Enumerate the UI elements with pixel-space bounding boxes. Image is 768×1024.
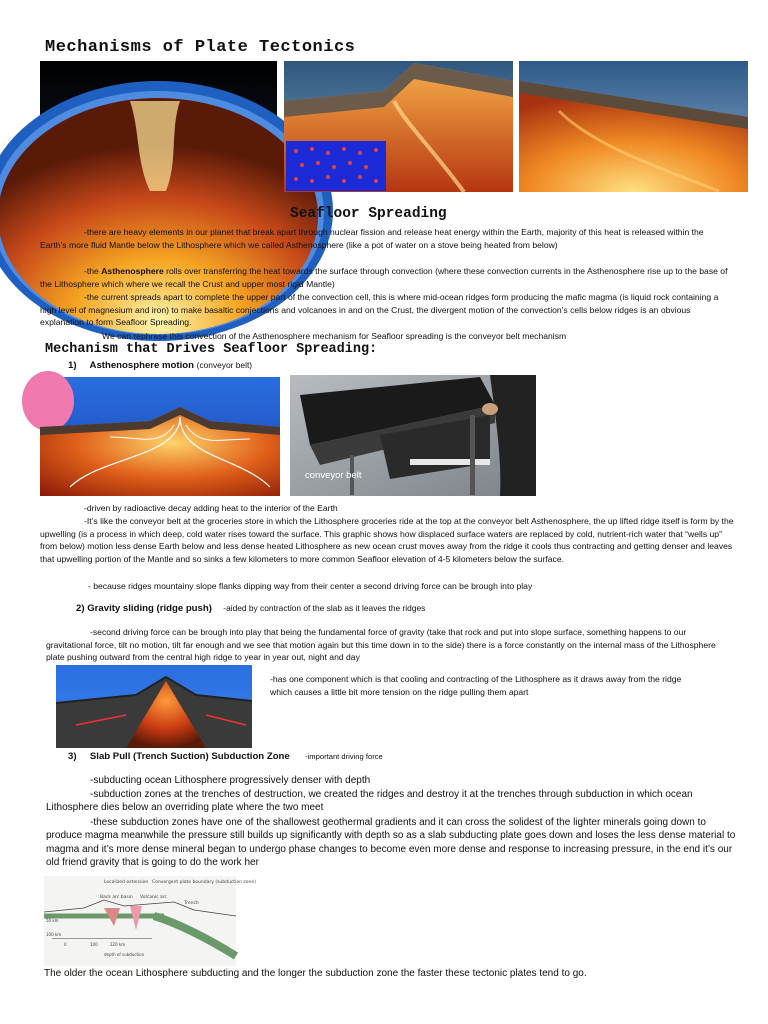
seafloor-p4-text: We can rephrase this convection of the Asthenosphere mechanism for Seafloor spreading is the conveyor belt mechanism xyxy=(102,331,567,341)
item-2-paragraph-2 xyxy=(270,673,690,698)
ridge-push-diagram-image xyxy=(56,665,252,748)
item-1-p1-text: -driven by radioactive decay adding heat to the interior of the Earth xyxy=(84,503,338,513)
earth-cross-section-image xyxy=(40,61,277,191)
item-3-paragraph-3 xyxy=(46,816,736,870)
item-3-note: -important driving force xyxy=(305,752,383,761)
mantle-cross-section-image xyxy=(519,61,748,192)
item-2-note: -aided by contraction of the slab as it leaves the ridges xyxy=(223,603,426,613)
item-1-number: 1) xyxy=(68,360,77,371)
diagram-label-volcanic: Volcanic arc xyxy=(140,895,167,900)
diagram-label-extension: Localized extension xyxy=(104,880,149,885)
final-text: The older the ocean Lithosphere subducting and the longer the subduction zone the faster these tectonic plates tend to go. xyxy=(44,968,587,979)
seafloor-paragraph-3 xyxy=(40,291,730,329)
item-1-note: (conveyor belt) xyxy=(196,360,253,370)
item-3-p3-text: -these subduction zones have one of the shallowest geothermal gradients and it can cross the solidest of the lighter minerals going down to produce magma meanwhile the pressure still builds up significantly with depth so as a slab subducting plate goes down and loses the less dense material to magma and it’s more dense mineral began to undergo phase changes to become even more dense and response to increasing pressure, in the end it’s our old friend gravity that is going to do the work her xyxy=(46,817,736,869)
item-1-paragraph-1 xyxy=(40,502,740,515)
seafloor-paragraph-1 xyxy=(40,226,730,251)
diagram-label-0: 0 xyxy=(64,942,67,947)
item-2-heading xyxy=(76,603,425,614)
item-3-p2-text: -subduction zones at the trenches of destruction, we created the ridges and destroy it at the trenches through subduction in which ocean Lithosphere dies below an overriding plate where the two meet xyxy=(46,789,693,814)
conveyor-belt-caption: conveyor belt xyxy=(305,470,362,481)
seafloor-paragraph-4 xyxy=(40,330,730,343)
seafloor-spreading-heading: Seafloor Spreading xyxy=(290,206,447,222)
final-paragraph xyxy=(44,968,744,981)
item-1-p2-text: -It’s like the conveyor belt at the groceries store in which the Lithosphere groceries ride at the top at the conveyor belt Asthenosphere, the up lifted ridge itself is form by the upwelling (is a process in which deep, cold water rises toward the surface. This graphic shows how displaced surface waters are replaced by cold, nutrient-rich water that “wells up” from below) motion less dense Earth below and less dense heated Lithosphere as new ocean crust moves away from the ridge it cools thus contracting and getting denser and leaves that upwelling portion of the Mantle and so sinks a few kilometers to more common Seafloor elevation of 4-5 kilometers below the surface. xyxy=(40,516,734,564)
item-3-paragraph-2 xyxy=(46,788,736,815)
diagram-label-depth: depth of subduction xyxy=(104,952,145,957)
page-title: Mechanisms of Plate Tectonics xyxy=(45,38,356,57)
item-3-p1-text: -subducting ocean Lithosphere progressively denser with depth xyxy=(90,775,371,786)
mechanism-heading: Mechanism that Drives Seafloor Spreading: xyxy=(45,342,378,357)
seafloor-p3-text: -the current spreads apart to complete the upper part of the convection cell, this is where mid-ocean ridges form producing the mafic magma (is liquid rock containing a high level of magnesium and iron) to make basaltic conjections and volcanoes in and on the Crust, the divergent motion of the convection’s cells below ridges is an obvious explanation to form Seafloor Spreading. xyxy=(40,292,719,328)
item-3-paragraph-1 xyxy=(46,774,736,787)
item-1-title: Asthenosphere motion xyxy=(89,360,194,371)
item-2-p1-text: -second driving force can be brough into play that being the fundamental force of gravity (take that rock and put into slope surface, something happens to our gravitational force, tilt no motion, tilt far enough and we see that motion again but this time down in to the side) there is a force constantly on the internal mass of the Lithosphere plate pushing outward from the central high ridge to year in year out, night and day xyxy=(46,627,716,663)
item-3-number: 3) xyxy=(68,751,77,762)
ridge-cross-section-image xyxy=(284,61,513,192)
item-1-heading xyxy=(68,360,252,371)
seafloor-p2-post: rolls over transferring the heat towards the surface through convection (where these convection currents in the Asthenosphere rise up to the base of the Lithosphere which where we recall the Crust and upper most rigid Mantle) xyxy=(40,266,728,289)
item-1-paragraph-3 xyxy=(40,580,740,593)
seafloor-paragraph-2 xyxy=(40,265,730,290)
diagram-label-trench: Trench xyxy=(184,901,199,906)
item-3-heading xyxy=(68,751,383,762)
asthenosphere-bold: Asthenosphere xyxy=(101,266,164,276)
diagram-label-220km: 220 km xyxy=(110,942,126,947)
item-2-paragraph-1 xyxy=(46,626,726,664)
diagram-label-50km: 50 km xyxy=(46,918,59,923)
subduction-diagram-image xyxy=(44,876,256,966)
item-2-title: Gravity sliding (ridge push) xyxy=(87,603,212,614)
item-3-title: Slab Pull (Trench Suction) Subduction Zone xyxy=(89,751,290,762)
item-2-p2-text: -has one component which is that cooling and contracting of the Lithosphere as it draws away from the ridge which causes a little bit more tension on the ridge pulling them apart xyxy=(270,674,682,697)
seafloor-p2-pre: -the xyxy=(84,266,102,276)
item-1-paragraph-2 xyxy=(40,515,740,565)
diagram-label-boundary: Convergent plate boundary (subduction zone) xyxy=(152,880,256,885)
item-1-p3-text: - because ridges mountainy slope flanks dipping way from their center a second driving force can be brough into play xyxy=(88,581,533,591)
diagram-label-backarc: Back arc basin xyxy=(100,895,133,900)
conveyor-belt-photo xyxy=(290,375,536,496)
seafloor-p1-text: -there are heavy elements in our planet that break apart through nuclear fission and release heat energy within the Earth, majority of this heat is released within the Earth’s more fluid Mantle below the Lithosphere which we called Asthenosphere (like a pot of water on a stove being heated from below) xyxy=(40,227,704,250)
diagram-label-100: 100 xyxy=(90,942,98,947)
diagram-label-100km: 100 km xyxy=(46,932,62,937)
convection-diagram-image xyxy=(40,377,280,496)
item-2-number: 2) xyxy=(76,603,85,614)
